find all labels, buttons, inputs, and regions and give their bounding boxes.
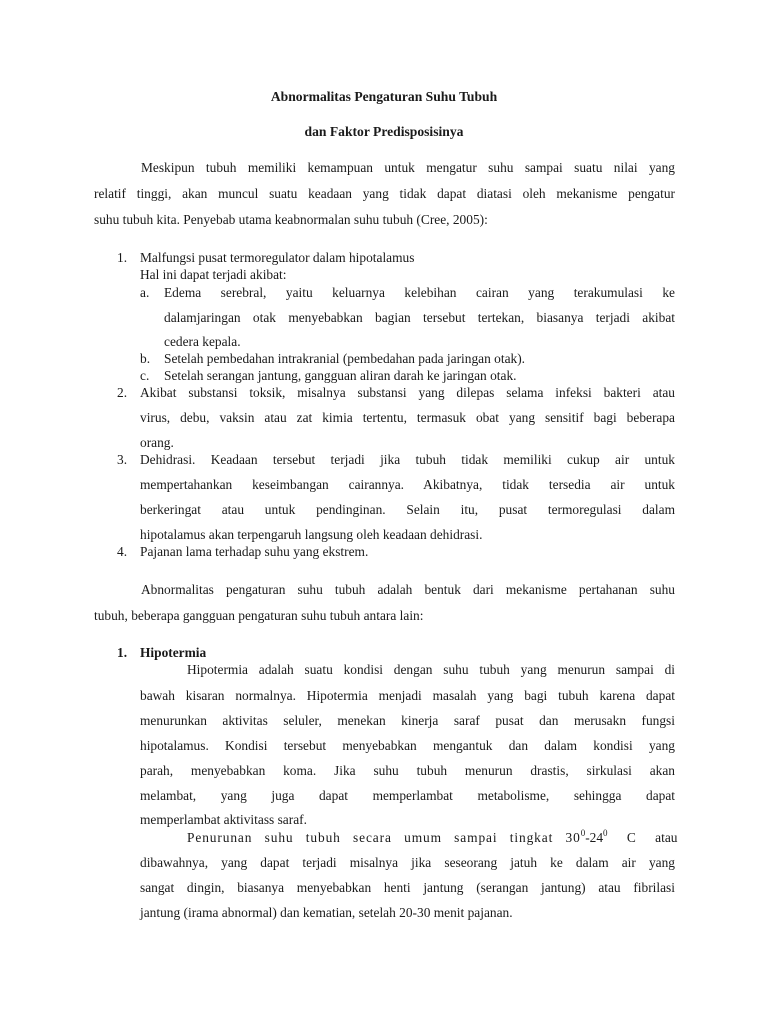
hipotermia-p1-line-6: melambat, yang juga dapat memperlambat metabolisme, sehingga dapat — [140, 788, 675, 803]
sub-item-a-line-3: cedera kepala. — [164, 334, 241, 349]
sub-mark-a: a. — [140, 285, 150, 300]
sub-item-a-line-1: Edema serebral, yaitu keluarnya kelebihan cairan yang terakumulasi ke — [164, 285, 675, 300]
hipotermia-p2-text-a: Penurunan suhu tubuh secara umum sampai tingkat 30 — [187, 830, 581, 845]
hipotermia-p2-line-3: sangat dingin, biasanya menyebabkan henti jantung (serangan jantung) atau fibrilasi — [140, 880, 675, 895]
hipotermia-p1-line-5: parah, menyebabkan koma. Jika suhu tubuh menurun drastis, sirkulasi akan — [140, 763, 675, 778]
title-line-1: Abnormalitas Pengaturan Suhu Tubuh — [270, 89, 498, 104]
sub-item-a-line-2: dalamjaringan otak menyebabkan bagian tersebut tertekan, biasanya terjadi akibat — [164, 310, 675, 325]
hipotermia-p2-text-b: -24 — [585, 830, 604, 845]
list-item-1: Malfungsi pusat termoregulator dalam hipotalamus — [140, 250, 415, 265]
section-heading-hipotermia: Hipotermia — [140, 645, 207, 660]
list-item-3-line-4: hipotalamus akan terpengaruh langsung oleh keadaan dehidrasi. — [140, 527, 483, 542]
list-item-3-line-1: Dehidrasi. Keadaan tersebut terjadi jika tubuh tidak memiliki cukup air untuk — [140, 452, 675, 467]
hipotermia-p1-line-3: menurunkan aktivitas seluler, menekan kinerja saraf pusat dan merusakn fungsi — [140, 713, 675, 728]
list-item-1-sub: Hal ini dapat terjadi akibat: — [140, 267, 287, 282]
sub-item-b: Setelah pembedahan intrakranial (pembedahan pada jaringan otak). — [164, 351, 526, 366]
sub-item-c: Setelah serangan jantung, gangguan aliran darah ke jaringan otak. — [164, 368, 517, 383]
hipotermia-p2-line-4: jantung (irama abnormal) dan kematian, setelah 20-30 menit pajanan. — [140, 905, 513, 920]
degree-mark-2: 0 — [603, 827, 608, 838]
list-number-4: 4. — [117, 544, 128, 559]
para2-line-2: tubuh, beberapa gangguan pengaturan suhu tubuh antara lain: — [94, 608, 424, 623]
hipotermia-p2-text-c: C atau — [607, 830, 678, 845]
list-number-2: 2. — [117, 385, 128, 400]
list-item-2-line-3: orang. — [140, 435, 174, 450]
title-line-2: dan Faktor Predisposisinya — [304, 124, 464, 139]
hipotermia-p2-line-2: dibawahnya, yang dapat terjadi misalnya jika seseorang jatuh ke dalam air yang — [140, 855, 675, 870]
section-number-1: 1. — [117, 645, 128, 660]
hipotermia-p1-line-2: bawah kisaran normalnya. Hipotermia menjadi masalah yang bagi tubuh karena dapat — [140, 688, 675, 703]
list-item-3-line-3: berkeringat atau untuk pendinginan. Selain itu, pusat termoregulasi dalam — [140, 502, 675, 517]
hipotermia-p1-line-1: Hipotermia adalah suatu kondisi dengan suhu tubuh yang menurun sampai di — [187, 662, 675, 677]
list-item-4: Pajanan lama terhadap suhu yang ekstrem. — [140, 544, 369, 559]
degree-mark-1: 0 — [580, 827, 586, 838]
hipotermia-p2-line-1 — [187, 827, 678, 846]
sub-mark-b: b. — [140, 351, 151, 366]
hipotermia-p1-line-4: hipotalamus. Kondisi tersebut menyebabkan mengantuk dan dalam kondisi yang — [140, 738, 675, 753]
list-item-2-line-1: Akibat substansi toksik, misalnya substansi yang dilepas selama infeksi bakteri atau — [140, 385, 675, 400]
para2-line-1: Abnormalitas pengaturan suhu tubuh adalah bentuk dari mekanisme pertahanan suhu — [141, 582, 675, 597]
sub-mark-c: c. — [140, 368, 150, 383]
hipotermia-p1-line-7: memperlambat aktivitass saraf. — [140, 812, 307, 827]
intro-line-3: suhu tubuh kita. Penyebab utama keabnormalan suhu tubuh (Cree, 2005): — [94, 212, 488, 227]
intro-line-2: relatif tinggi, akan muncul suatu keadaan yang tidak dapat diatasi oleh mekanisme pengatur — [94, 186, 675, 201]
list-number-1: 1. — [117, 250, 128, 265]
list-item-2-line-2: virus, debu, vaksin atau zat kimia tertentu, termasuk obat yang sensitif bagi beberapa — [140, 410, 675, 425]
list-number-3: 3. — [117, 452, 128, 467]
list-item-3-line-2: mempertahankan keseimbangan cairannya. Akibatnya, tidak tersedia air untuk — [140, 477, 675, 492]
intro-line-1: Meskipun tubuh memiliki kemampuan untuk mengatur suhu sampai suatu nilai yang — [141, 160, 675, 175]
